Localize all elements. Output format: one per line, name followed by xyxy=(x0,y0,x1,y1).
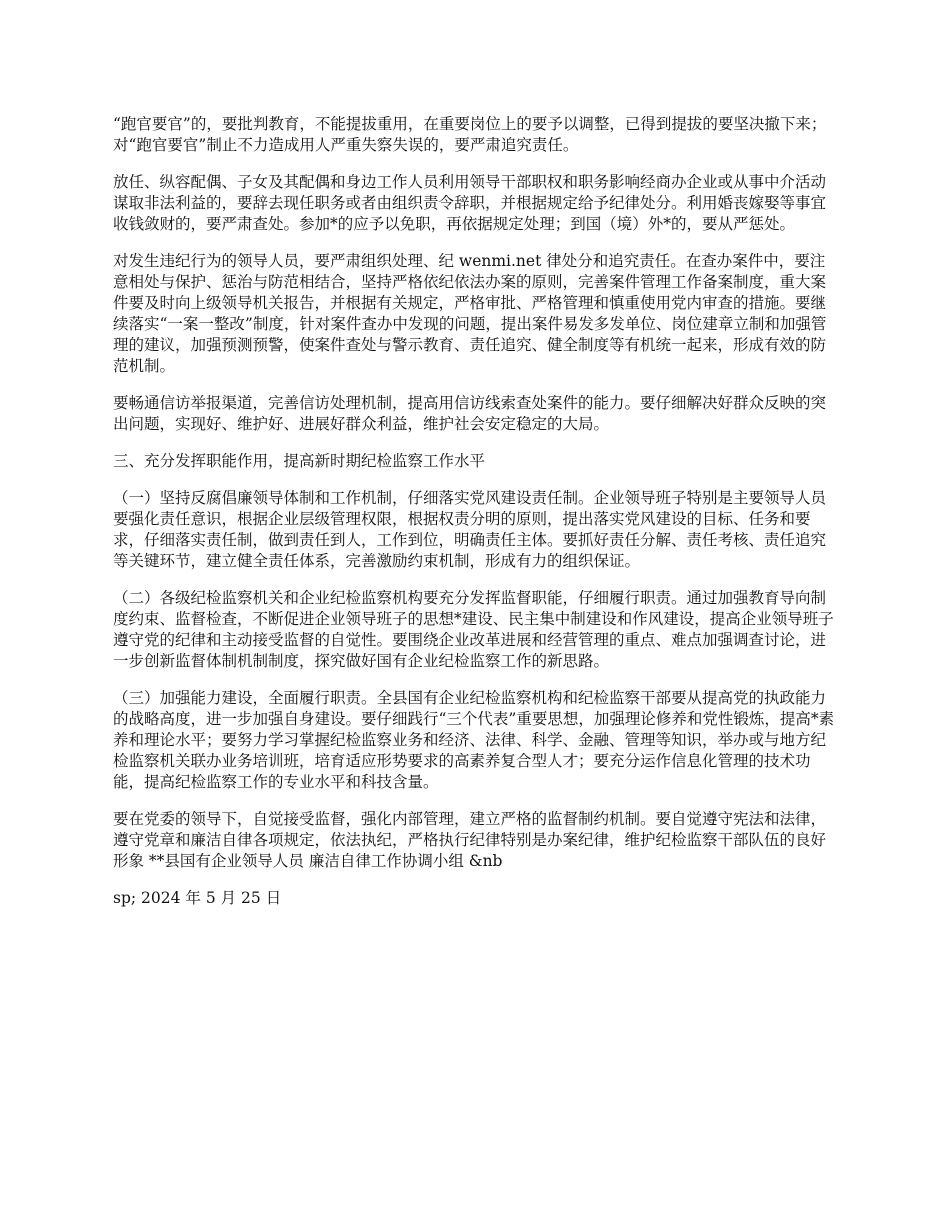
paragraph-2: 放任、纵容配偶、子女及其配偶和身边工作人员利用领导干部职权和职务影响经商办企业或从事中介活动谋取非法利益的，要辞去现任职务或者由组织责令辞职，并根据规定给予纪律处分。利用婚丧嫁娶等事宜收钱敛财的，要严肃查处。参加*的应予以免职，再依据规定处理；到国（境）外*的，要从严惩处。 xyxy=(113,173,827,233)
section-item-2: （二）各级纪检监察机关和企业纪检监察机构要充分发挥监督职能，仔细履行职责。通过加强教育导向制度约束、监督检查，不断促进企业领导班子的思想*建设、民主集中制建设和作风建设，提高企业领导班子遵守党的纪律和主动接受监督的自觉性。要围绕企业改革进展和经营管理的重点、难点加强调查讨论，进一步创新监督体制机制制度，探究做好国有企业纪检监察工作的新思路。 xyxy=(113,589,834,670)
section-heading: 三、充分发挥职能作用，提高新时期纪检监察工作水平 xyxy=(113,452,486,470)
paragraph-3: 对发生违纪行为的领导人员，要严肃组织处理、纪 wenmi.net 律处分和追究责任。在查办案件中，要注意相处与保护、惩治与防范相结合，坚持严格依纪依法办案的原则，完善案件管理工作备案制度，重大案件要及时向上级领导机关报告，并根据有关规定，严格审批、严格管理和慎重使用党内审查的措施。要继续落实“一案一整改”制度，针对案件查办中发现的问题，提出案件易发多发单位、岗位建章立制和加强管理的建议，加强预测预警，使案件查处与警示教育、责任追究、健全制度等有机统一起来，形成有效的防范机制。 xyxy=(113,252,827,375)
section-item-3: （三）加强能力建设，全面履行职责。全县国有企业纪检监察机构和纪检监察干部要从提高党的执政能力的战略高度，进一步加强自身建设。要仔细践行“三个代表”重要思想，加强理论修养和党性锻炼，提高*素养和理论水平；要努力学习掌握纪检监察业务和经济、法律、科学、金融、管理等知识，举办或与地方纪检监察机关联办业务培训班，培育适应形势要求的高素养复合型人才；要充分运作信息化管理的技术功能，提高纪检监察工作的专业水平和科技含量。 xyxy=(113,689,835,791)
paragraph-4: 要畅通信访举报渠道，完善信访处理机制，提高用信访线索查处案件的能力。要仔细解决好群众反映的突出问题，实现好、维护好、进展好群众利益，维护社会安定稳定的大局。 xyxy=(113,394,827,433)
paragraph-1: “跑官要官”的，要批判教育，不能提拔重用，在重要岗位上的要予以调整，已得到提拔的要坚决撤下来；对“跑官要官”制止不力造成用人严重失察失误的，要严肃追究责任。 xyxy=(113,115,827,154)
signature-date: sp; 2024 年 5 月 25 日 xyxy=(113,889,282,907)
closing-paragraph: 要在党委的领导下，自觉接受监督，强化内部管理，建立严格的监督制约机制。要自觉遵守宪法和法律，遵守党章和廉洁自律各项规定，依法执纪，严格执行纪律特别是办案纪律，维护纪检监察干部队伍的良好形象 **县国有企业领导人员 廉洁自律工作协调小组 &nb xyxy=(113,810,827,870)
document-page xyxy=(113,114,839,925)
section-item-1: （一）坚持反腐倡廉领导体制和工作机制，仔细落实党风建设责任制。企业领导班子特别是主要领导人员要强化责任意识，根据企业层级管理权限，根据权责分明的原则，提出落实党风建设的目标、任务和要求，仔细落实责任制，做到责任到人，工作到位，明确责任主体。要抓好责任分解、责任考核、责任追究等关键环节，建立健全责任体系，完善激励约束机制，形成有力的组织保证。 xyxy=(113,489,827,570)
